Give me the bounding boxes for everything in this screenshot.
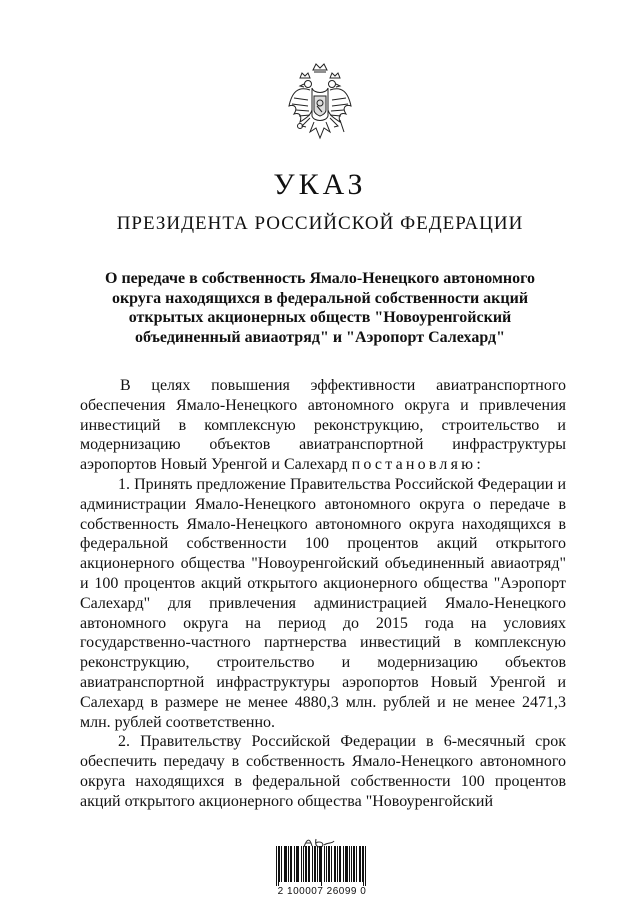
subject-line: открытых акционерных обществ "Новоуренгойский	[128, 309, 512, 326]
paragraph-2: 2. Правительству Российской Федерации в 6-месячный срок обеспечить передачу в собственность Ямало-Ненецкого автономного округа находящихся в федеральной собственности 100 процентов акций открытого акционерного общества "Новоуренгойский	[80, 733, 566, 810]
subject-line: объединенный авиаотряд" и "Аэропорт Салехард"	[135, 328, 505, 346]
barcode-number: 2 100007 26099 0	[277, 886, 367, 897]
preamble-paragraph	[80, 376, 566, 475]
preamble-text: В целях повышения эффективности авиатранспортного обеспечения Ямало-Ненецкого автономного округа и привлечения инвестиций в комплексную реконструкцию, строительство и модернизацию объектов авиатранспортной инфраструктуры аэропортов Новый Уренгой и Салехард	[80, 377, 566, 474]
barcode	[276, 846, 368, 886]
coat-of-arms-emblem	[286, 60, 354, 144]
decree-title: УКАЗ	[273, 168, 367, 201]
decree-body	[80, 376, 566, 812]
paragraph-1: 1. Принять предложение Правительства Российской Федерации и администрации Ямало-Ненецкого автономного округа о передаче в собственность Ямало-Ненецкого автономного округа находящихся в федеральной собственности 100 процентов акций открытого акционерного общества "Новоуренгойский объединенный авиаотряд" и 100 процентов акций открытого акционерного общества "Аэропорт Салехард" для привлечения администрацией Ямало-Ненецкого автономного округа на период до 2015 года на условиях государственно-частного партнерства инвестиций в комплексную реконструкцию, строительство и модернизацию объектов авиатранспортной инфраструктуры аэропортов Новый Уренгой и Салехард в размере не менее 4880,3 млн. рублей и не менее 2471,3 млн. рублей соответственно.	[80, 475, 566, 731]
decree-subtitle: ПРЕЗИДЕНТА РОССИЙСКОЙ ФЕДЕРАЦИИ	[116, 213, 524, 234]
decree-subject	[100, 269, 540, 347]
decree-word: постановляю:	[351, 456, 484, 474]
subject-line: О передаче в собственность Ямало-Ненецкого автономного	[105, 270, 535, 287]
subject-line: округа находящихся в федеральной собственности акций	[111, 289, 529, 307]
